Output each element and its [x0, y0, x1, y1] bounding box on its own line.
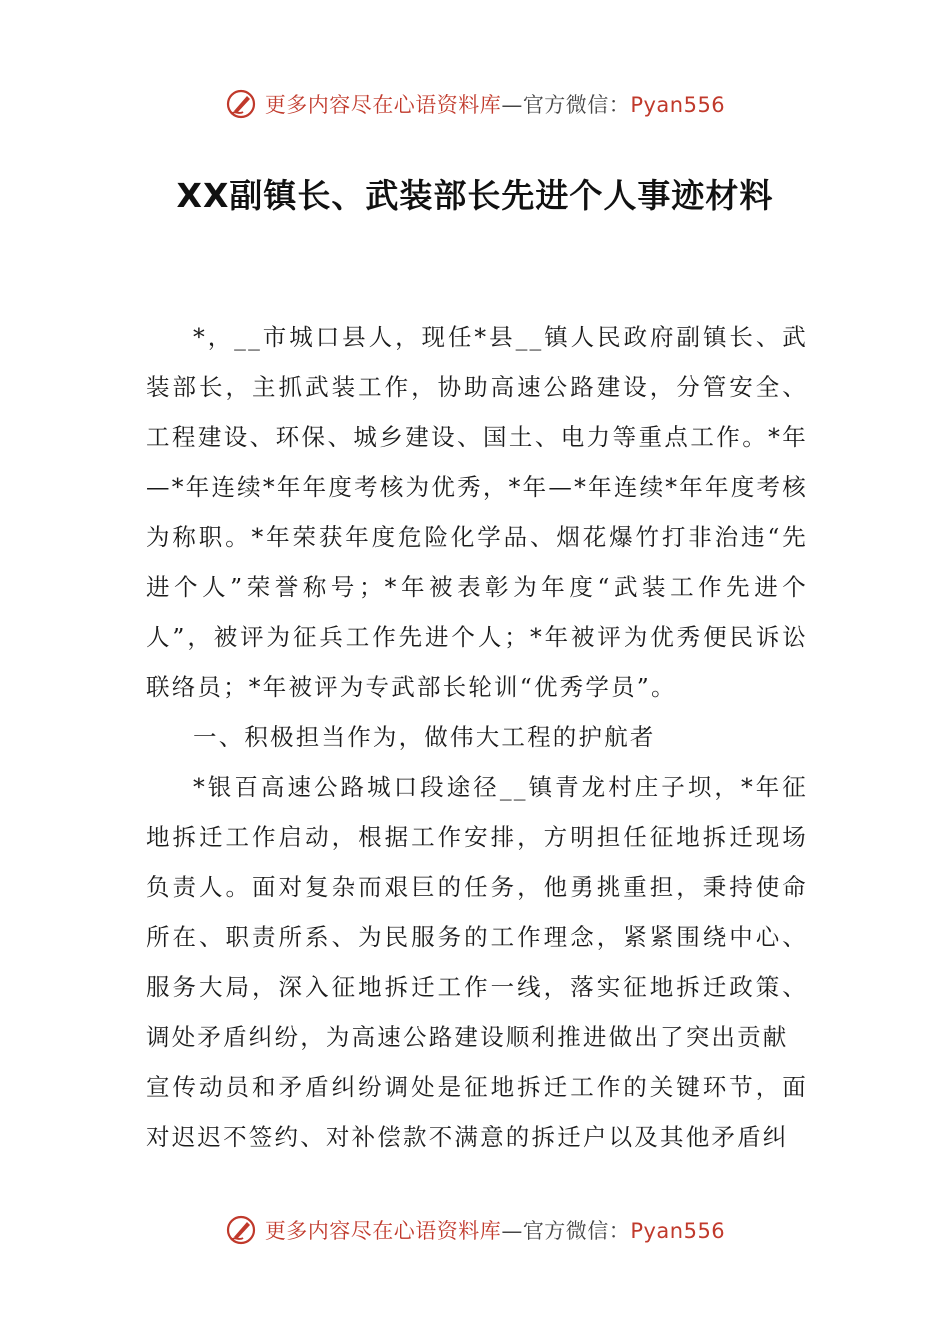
watermark-text: [265, 1215, 725, 1245]
document-title: XX副镇长、武装部长先进个人事迹材料: [176, 176, 774, 215]
watermark-separator: —: [501, 1219, 523, 1243]
section-heading: 一、积极担当作为，做伟大工程的护航者: [193, 723, 656, 751]
paragraph: *银百高速公路城口段途径__镇青龙村庄子坝，*年征地拆迁工作启动，根据工作安排，方明担任征地拆迁现场负责人。面对复杂而艰巨的任务，他勇挑重担，秉持使命所在、职责所系、为民服务的工作理念，紧紧围绕中心、服务大局，深入征地拆迁工作一线，落实征地拆迁政策、调处矛盾纠纷，为高速公路建设顺利推进做出了突出贡献: [146, 773, 808, 1051]
watermark-brand: 更多内容尽在心语资料库: [264, 93, 502, 117]
footer-watermark: [0, 1206, 950, 1254]
header-watermark: [0, 80, 950, 128]
document-body: [146, 312, 808, 1162]
writing-pen-logo-icon: [225, 1214, 257, 1246]
watermark-wechat-id: Pyan556: [630, 1219, 726, 1243]
writing-pen-logo-icon: [225, 88, 257, 120]
watermark-wechat-id: Pyan556: [630, 93, 726, 117]
paragraph: 宣传动员和矛盾纠纷调处是征地拆迁工作的关键环节，面对迟迟不签约、对补偿款不满意的拆迁户以及其他矛盾纠: [146, 1073, 808, 1151]
watermark-text: [265, 89, 725, 119]
watermark-brand: 更多内容尽在心语资料库: [264, 1219, 502, 1243]
watermark-separator: —: [501, 93, 523, 117]
watermark-wechat-label: 官方微信：: [522, 1219, 631, 1243]
watermark-wechat-label: 官方微信：: [522, 93, 631, 117]
paragraph: *，__市城口县人，现任*县__镇人民政府副镇长、武装部长，主抓武装工作，协助高速公路建设，分管安全、工程建设、环保、城乡建设、国土、电力等重点工作。*年—*年连续*年年度考核为优秀，*年—*年连续*年年度考核为称职。*年荣获年度危险化学品、烟花爆竹打非治违“先进个人”荣誉称号；*年被表彰为年度“武装工作先进个人”，被评为征兵工作先进个人；*年被评为优秀便民诉讼联络员；*年被评为专武部长轮训“优秀学员”。: [146, 323, 808, 701]
